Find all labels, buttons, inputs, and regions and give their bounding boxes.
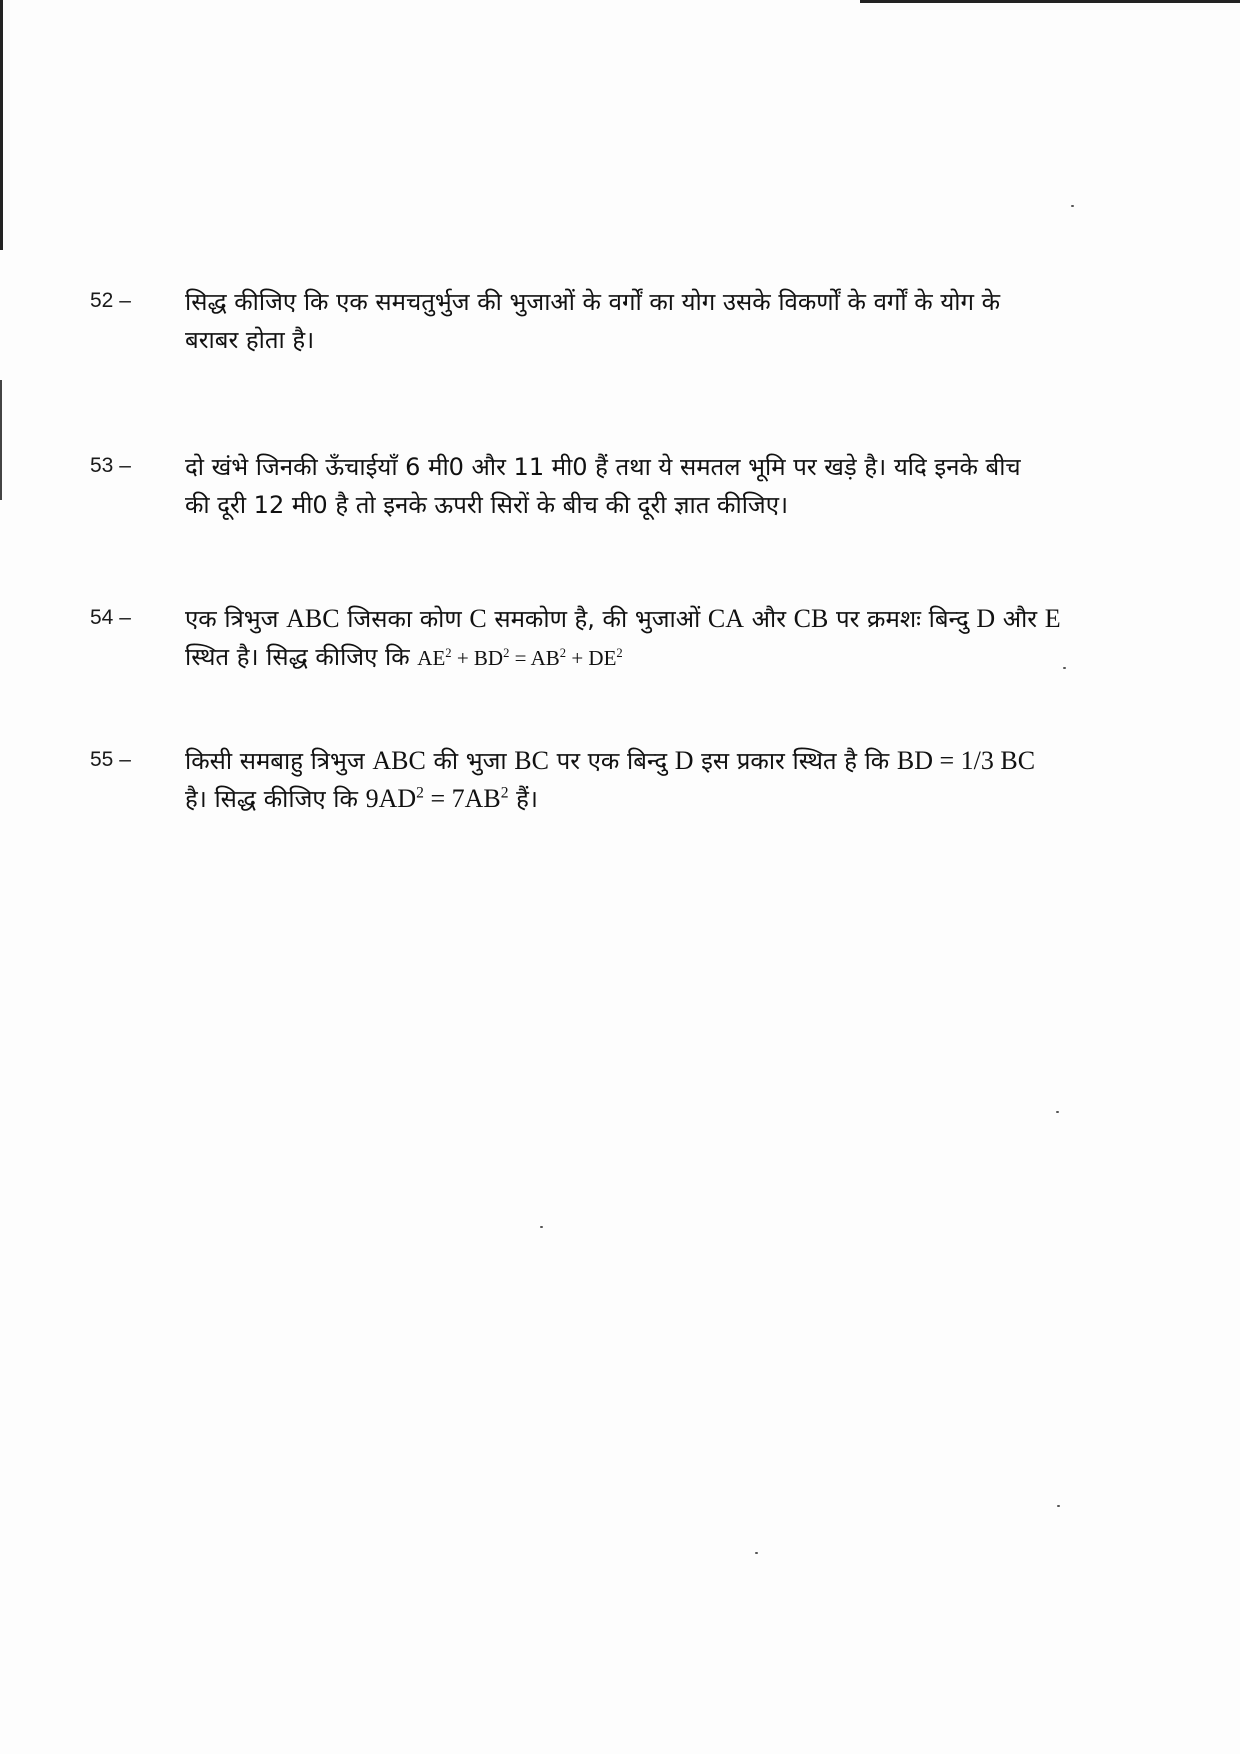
text-fragment: जिसका कोण <box>339 605 470 633</box>
question-text <box>185 448 1185 524</box>
triangle-label: ABC <box>286 604 340 633</box>
exponent: 2 <box>416 784 424 802</box>
question-number: 54 – <box>90 606 131 629</box>
question-line-2 <box>185 780 1185 818</box>
question-line-1: दो खंभे जिनकी ऊँचाईयाँ 6 मी0 और 11 मी0 हैं तथा ये समतल भूमि पर खड़े है। यदि इनके बीच <box>185 453 1021 481</box>
side-label: CB <box>793 604 829 633</box>
side-label: CA <box>707 604 745 633</box>
text-fragment: इस प्रकार स्थित है कि <box>693 747 897 775</box>
angle-label: C <box>469 604 487 633</box>
formula-term: BD <box>473 646 504 670</box>
formula-term: 9AD <box>365 784 417 813</box>
scan-edge-left-lower <box>0 380 2 500</box>
question-number: 52 – <box>90 289 131 312</box>
scan-edge-left <box>0 0 3 250</box>
scan-speck <box>1057 1505 1060 1507</box>
scan-speck <box>1063 667 1066 669</box>
question-text <box>185 283 1185 359</box>
formula-term: DE <box>588 646 617 670</box>
operator: + <box>566 646 589 670</box>
text-fragment: स्थित है। सिद्ध कीजिए कि <box>185 643 418 671</box>
exponent: 2 <box>503 646 510 660</box>
question-line-2 <box>185 638 1185 677</box>
question-text <box>185 600 1185 677</box>
formula <box>417 646 622 670</box>
operator: = <box>509 646 531 670</box>
text-fragment: और <box>995 605 1045 633</box>
exponent: 2 <box>616 646 623 660</box>
text-fragment: हैं। <box>508 785 539 813</box>
operator: + <box>451 646 474 670</box>
scan-speck <box>1056 1111 1059 1113</box>
question-number: 55 – <box>90 748 131 771</box>
operator: = <box>423 784 452 813</box>
scan-edge-top <box>860 0 1240 3</box>
formula <box>366 784 509 813</box>
point-label: D <box>674 746 694 775</box>
point-label: D <box>976 604 996 633</box>
text-fragment: किसी समबाहु त्रिभुज <box>185 747 373 775</box>
formula-term: AB <box>530 646 560 670</box>
formula: BD = 1/3 BC <box>896 746 1036 775</box>
exponent: 2 <box>559 646 567 660</box>
text-fragment: पर एक बिन्दु <box>548 747 675 775</box>
question-line-2: की दूरी 12 मी0 है तो इनके ऊपरी सिरों के बीच की दूरी ज्ञात कीजिए। <box>185 491 789 519</box>
text-fragment: एक त्रिभुज <box>185 605 287 633</box>
formula-term: AE <box>417 646 446 670</box>
scan-speck <box>540 1226 543 1228</box>
formula-term: 7AB <box>451 784 501 813</box>
question-number: 53 – <box>90 454 131 477</box>
exponent: 2 <box>500 784 509 802</box>
text-fragment: की भुजा <box>425 747 515 775</box>
question-line-1: सिद्ध कीजिए कि एक समचतुर्भुज की भुजाओं के वर्गों का योग उसके विकर्णों के वर्गों के योग के <box>185 288 1001 316</box>
question-line-1 <box>185 742 1185 780</box>
question-line-1 <box>185 600 1185 638</box>
point-label: E <box>1044 604 1061 633</box>
question-text <box>185 742 1185 818</box>
text-fragment: और <box>744 605 794 633</box>
text-fragment: है। सिद्ध कीजिए कि <box>185 785 366 813</box>
side-label: BC <box>514 746 549 775</box>
text-fragment: समकोण है, की भुजाओं <box>486 605 708 633</box>
text-fragment: पर क्रमशः बिन्दु <box>828 605 977 633</box>
question-line-2: बराबर होता है। <box>185 326 315 354</box>
scan-speck <box>1071 205 1074 207</box>
triangle-label: ABC <box>372 746 426 775</box>
exponent: 2 <box>445 646 452 660</box>
scan-speck <box>755 1552 758 1554</box>
